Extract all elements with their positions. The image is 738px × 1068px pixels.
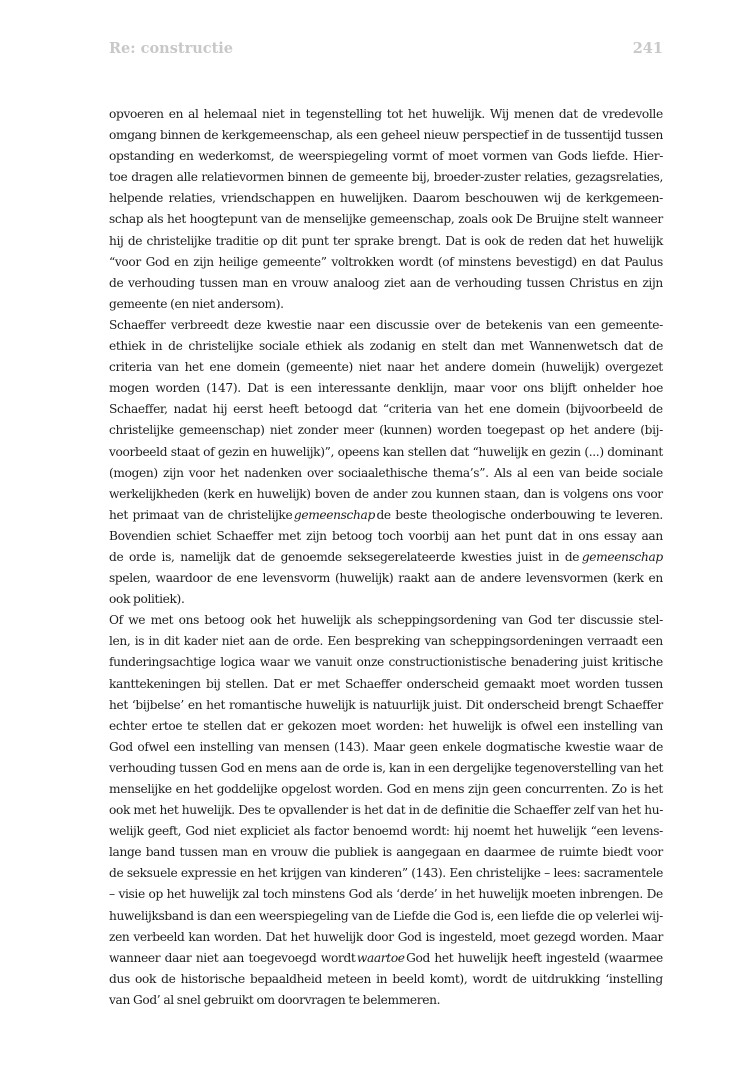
text-line: ook politiek). xyxy=(109,592,185,607)
text-line: toe dragen alle relatievormen binnen de gemeente bij, broeder-zuster relaties, gezagsrelaties, xyxy=(109,170,663,185)
text-line: mogen worden (147). Dat is een interessante denklijn, maar voor ons blijft onhelder hoe xyxy=(109,381,663,396)
text-line: dus ook de historische bepaaldheid meteen in beeld komt), wordt de uitdrukking ‘instelling xyxy=(109,971,663,986)
text-line: omgang binnen de kerkgemeenschap, als een geheel nieuw perspectief in de tussentijd tussen xyxy=(109,128,663,143)
text-line: het ‘bijbelse’ en het romantische huwelijk is natuurlijk juist. Dit onderscheid brengt Schaeffer xyxy=(109,697,663,712)
running-head xyxy=(109,40,663,64)
text-line: “voor God en zijn heilige gemeente” voltrokken wordt (of minstens bevestigd) en dat Paulus xyxy=(109,254,663,269)
page-number: 241 xyxy=(632,40,663,57)
text-line: schap als het hoogtepunt van de menselijke gemeenschap, zoals ook De Bruijne stelt wanneer xyxy=(109,212,663,227)
text-line: gemeente (en niet andersom). xyxy=(109,296,284,311)
text-line: zen verbeeld kan worden. Dat het huwelijk door God is ingesteld, moet gezegd worden. Maar xyxy=(109,929,663,944)
text-line: voorbeeld staat of gezin en huwelijk)”, opeens kan stellen dat “huwelijk en gezin (...) dominant xyxy=(109,444,663,459)
text-line: de seksuele expressie en het krijgen van kinderen” (143). Een christelijke – lees: sacramentele xyxy=(109,866,663,881)
text-line: van God’ al snel gebruikt om doorvragen te belemmeren. xyxy=(109,992,441,1007)
text-line: Schaeffer verbreedt deze kwestie naar een discussie over de betekenis van een gemeente- xyxy=(109,317,663,332)
text-line: Of we met ons betoog ook het huwelijk als scheppingsordening van God ter discussie stel- xyxy=(109,613,663,628)
text-line: criteria van het ene domein (gemeente) niet naar het andere domein (huwelijk) overgezet xyxy=(109,360,663,375)
text-line: verhouding tussen God en mens aan de orde is, kan in een dergelijke tegenoverstelling van het xyxy=(109,760,663,775)
text-line: christelijke gemeenschap) niet zonder meer (kunnen) worden toegepast op het andere (bij- xyxy=(109,423,663,438)
text-line: ook met het huwelijk. Des te opvallender is het dat in de definitie die Schaeffer zelf van het hu- xyxy=(109,803,663,818)
text-line: funderingsachtige logica waar we vanuit onze constructionistische benadering juist kritische xyxy=(109,655,663,670)
text-line: werkelijkheden (kerk en huwelijk) boven de ander zou kunnen staan, dan is volgens ons voor xyxy=(109,486,663,501)
text-line: de orde is, namelijk dat de genoemde seksegerelateerde kwesties juist in de gemeenschap xyxy=(109,549,663,564)
text-line: (mogen) zijn voor het nadenken over sociaalethische thema’s”. Als al een van beide sociale xyxy=(109,465,663,480)
running-title: Re: constructie xyxy=(109,40,234,57)
text-line: menselijke en het goddelijke opgelost worden. God en mens zijn geen concurrenten. Zo is het xyxy=(109,782,663,796)
text-line: opvoeren en al helemaal niet in tegenstelling tot het huwelijk. Wij menen dat de vredevolle xyxy=(109,107,663,121)
text-line: de verhouding tussen man en vrouw analoog ziet aan de verhouding tussen Christus en zijn xyxy=(109,275,663,290)
text-line: helpende relaties, vriendschappen en huwelijken. Daarom beschouwen wij de kerkgemeen- xyxy=(109,191,663,206)
text-line: Schaeffer, nadat hij eerst heeft betoogd dat “criteria van het ene domein (bijvoorbeeld de xyxy=(109,402,663,417)
text-line: ethiek in de christelijke sociale ethiek als zodanig en stelt dan met Wannenwetsch dat de xyxy=(109,339,663,354)
text-line: – visie op het huwelijk zal toch minstens God als ‘derde’ in het huwelijk moeten inbrengen. De xyxy=(109,887,663,902)
paragraph xyxy=(109,315,663,610)
text-line: Bovendien schiet Schaeffer met zijn betoog toch voorbij aan het punt dat in ons essay aan xyxy=(109,528,663,543)
paragraph xyxy=(109,610,663,1011)
body-text xyxy=(109,104,663,1011)
text-line: opstanding en wederkomst, de weerspiegeling vormt of moet vormen van Gods liefde. Hier- xyxy=(109,149,663,164)
text-line: kanttekeningen bij stellen. Dat er met Schaeffer onderscheid gemaakt moet worden tussen xyxy=(109,676,663,691)
text-line: spelen, waardoor de ene levensvorm (huwelijk) raakt aan de andere levensvormen (kerk en xyxy=(109,571,663,586)
text-line: hij de christelijke traditie op dit punt ter sprake brengt. Dat is ook de reden dat het huwelijk xyxy=(109,233,663,248)
text-line: God ofwel een instelling van mensen (143). Maar geen enkele dogmatische kwestie waar de xyxy=(109,739,663,754)
text-line: wanneer daar niet aan toegevoegd wordt waartoe God het huwelijk heeft ingesteld (waarmee xyxy=(109,950,663,965)
text-line: echter ertoe te stellen dat er gekozen moet worden: het huwelijk is ofwel een instelling van xyxy=(109,718,663,733)
text-line: het primaat van de christelijke gemeenschap de beste theologische onderbouwing te leveren. xyxy=(109,507,663,522)
text-line: len, is in dit kader niet aan de orde. Een bespreking van scheppingsordeningen verraadt een xyxy=(109,634,663,649)
text-line: welijk geeft, God niet expliciet als factor benoemd wordt: hij noemt het huwelijk “een levens- xyxy=(109,824,663,839)
text-line: lange band tussen man en vrouw die publiek is aangegaan en daarmee de ruimte biedt voor xyxy=(109,845,663,860)
text-line: huwelijksband is dan een weerspiegeling van de Liefde die God is, een liefde die op velerlei wij- xyxy=(109,908,663,923)
paragraph xyxy=(109,104,663,315)
